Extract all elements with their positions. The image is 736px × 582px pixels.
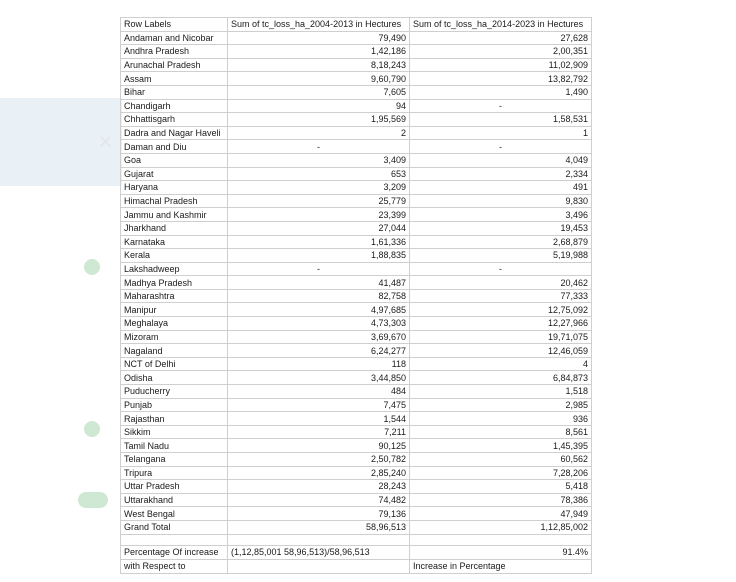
cell-loss-2014-2023[interactable]: 9,830 <box>410 194 592 208</box>
cell-loss-2014-2023[interactable]: 20,462 <box>410 276 592 290</box>
table-row <box>121 439 592 453</box>
table-row <box>121 181 592 195</box>
footer-percent[interactable]: 91.4% <box>410 545 592 559</box>
cell-loss-2014-2023[interactable]: 936 <box>410 412 592 426</box>
cell-state[interactable]: Gujarat <box>121 167 228 181</box>
cell-loss-2004-2013[interactable]: 3,69,670 <box>228 330 410 344</box>
cell-loss-2014-2023[interactable]: 19,71,075 <box>410 330 592 344</box>
cell-loss-2014-2023[interactable]: - <box>410 99 592 113</box>
table-row <box>121 507 592 521</box>
cell-state[interactable]: Karnataka <box>121 235 228 249</box>
cell-state[interactable]: Haryana <box>121 181 228 195</box>
cell-loss-2004-2013[interactable]: 7,211 <box>228 425 410 439</box>
cell-loss-2014-2023[interactable]: 2,68,879 <box>410 235 592 249</box>
cell-state[interactable]: Daman and Diu <box>121 140 228 154</box>
cell-loss-2004-2013[interactable]: 82,758 <box>228 289 410 303</box>
cell-loss-2004-2013[interactable]: 90,125 <box>228 439 410 453</box>
table-row <box>121 208 592 222</box>
cell-state[interactable]: Telangana <box>121 453 228 467</box>
cell-state[interactable]: Bihar <box>121 85 228 99</box>
cell-loss-2014-2023[interactable]: 4,049 <box>410 153 592 167</box>
table-row <box>121 58 592 72</box>
footer-label-line2[interactable]: with Respect to <box>121 559 228 573</box>
cell-loss-2014-2023[interactable]: 1,45,395 <box>410 439 592 453</box>
cell-state[interactable]: Dadra and Nagar Haveli <box>121 126 228 140</box>
cell-loss-2004-2013[interactable]: 4,97,685 <box>228 303 410 317</box>
cell-state[interactable]: Jharkhand <box>121 221 228 235</box>
cell-loss-2014-2023[interactable]: 8,561 <box>410 425 592 439</box>
cell-loss-2004-2013[interactable]: 2,85,240 <box>228 466 410 480</box>
cell-loss-2014-2023[interactable]: 60,562 <box>410 453 592 467</box>
cell-loss-2014-2023[interactable]: 12,27,966 <box>410 317 592 331</box>
cell-loss-2014-2023[interactable]: 1,490 <box>410 85 592 99</box>
table-row <box>121 371 592 385</box>
cell-loss-2014-2023[interactable]: 12,46,059 <box>410 344 592 358</box>
cell-loss-2014-2023[interactable]: 2,00,351 <box>410 45 592 59</box>
cell-state[interactable]: Andhra Pradesh <box>121 45 228 59</box>
cell-state[interactable]: Meghalaya <box>121 317 228 331</box>
cell-state[interactable]: Maharashtra <box>121 289 228 303</box>
cell-loss-2014-2023[interactable]: 2,334 <box>410 167 592 181</box>
cell-loss-2004-2013[interactable]: 58,96,513 <box>228 520 410 534</box>
cell-loss-2014-2023[interactable]: 6,84,873 <box>410 371 592 385</box>
cell-loss-2014-2023[interactable]: 2,985 <box>410 398 592 412</box>
background-badge <box>84 259 100 275</box>
spacer-row <box>121 534 592 545</box>
cell-state[interactable]: Andaman and Nicobar <box>121 31 228 45</box>
footer-row-1 <box>121 545 592 559</box>
cell-loss-2014-2023[interactable]: 77,333 <box>410 289 592 303</box>
background-badge <box>84 421 100 437</box>
table-row <box>121 453 592 467</box>
cell-loss-2004-2013[interactable]: 1,61,336 <box>228 235 410 249</box>
cell-state[interactable]: Arunachal Pradesh <box>121 58 228 72</box>
cell-state[interactable]: Assam <box>121 72 228 86</box>
cell-state[interactable]: Lakshadweep <box>121 262 228 276</box>
cell-loss-2014-2023[interactable]: 11,02,909 <box>410 58 592 72</box>
cell-loss-2014-2023[interactable]: 47,949 <box>410 507 592 521</box>
table-row <box>121 493 592 507</box>
cell-state[interactable]: Rajasthan <box>121 412 228 426</box>
table-row <box>121 425 592 439</box>
cell-loss-2014-2023[interactable]: 1,58,531 <box>410 113 592 127</box>
cell-loss-2014-2023[interactable]: 5,418 <box>410 480 592 494</box>
cell-loss-2004-2013[interactable]: 3,409 <box>228 153 410 167</box>
cell-state[interactable]: Jammu and Kashmir <box>121 208 228 222</box>
cell-loss-2014-2023[interactable]: 19,453 <box>410 221 592 235</box>
table-row <box>121 412 592 426</box>
table-row <box>121 344 592 358</box>
table-row <box>121 262 592 276</box>
cell-loss-2004-2013[interactable]: 79,136 <box>228 507 410 521</box>
cell-loss-2004-2013[interactable]: 74,482 <box>228 493 410 507</box>
cell-state[interactable]: Kerala <box>121 249 228 263</box>
table-row <box>121 45 592 59</box>
cell-loss-2004-2013[interactable]: 1,544 <box>228 412 410 426</box>
cell-state[interactable]: Grand Total <box>121 520 228 534</box>
table-row <box>121 31 592 45</box>
cell-loss-2004-2013[interactable]: 6,24,277 <box>228 344 410 358</box>
cell-state[interactable]: West Bengal <box>121 507 228 521</box>
spreadsheet <box>120 17 591 574</box>
cell-loss-2014-2023[interactable]: 491 <box>410 181 592 195</box>
cell-loss-2014-2023[interactable]: - <box>410 262 592 276</box>
table-row <box>121 249 592 263</box>
cell-state[interactable]: Madhya Pradesh <box>121 276 228 290</box>
cell-loss-2004-2013[interactable]: 1,42,186 <box>228 45 410 59</box>
table-row <box>121 480 592 494</box>
cell-loss-2004-2013[interactable]: - <box>228 262 410 276</box>
cell-loss-2014-2023[interactable]: 78,386 <box>410 493 592 507</box>
cell-state[interactable]: Goa <box>121 153 228 167</box>
cell-state[interactable]: Puducherry <box>121 385 228 399</box>
header-loss-2004-2013[interactable]: Sum of tc_loss_ha_2004-2013 in Hectures <box>228 18 410 32</box>
footer-empty-cell[interactable] <box>228 559 410 573</box>
cell-loss-2014-2023[interactable]: 3,496 <box>410 208 592 222</box>
header-row-labels[interactable]: Row Labels <box>121 18 228 32</box>
cell-loss-2004-2013[interactable]: 94 <box>228 99 410 113</box>
cell-loss-2004-2013[interactable]: 7,475 <box>228 398 410 412</box>
cell-state[interactable]: Manipur <box>121 303 228 317</box>
cell-state[interactable]: Chhattisgarh <box>121 113 228 127</box>
cell-loss-2014-2023[interactable]: 1,12,85,002 <box>410 520 592 534</box>
cell-loss-2004-2013[interactable]: 7,605 <box>228 85 410 99</box>
cell-loss-2004-2013[interactable]: 2 <box>228 126 410 140</box>
cell-loss-2014-2023[interactable]: 5,19,988 <box>410 249 592 263</box>
table-row <box>121 153 592 167</box>
background-close-icon: ✕ <box>98 132 114 152</box>
cell-loss-2004-2013[interactable]: 2,50,782 <box>228 453 410 467</box>
table-row <box>121 276 592 290</box>
cell-state[interactable]: Sikkim <box>121 425 228 439</box>
table-row <box>121 85 592 99</box>
table-row <box>121 235 592 249</box>
cell-loss-2014-2023[interactable]: 4 <box>410 357 592 371</box>
footer-row-2 <box>121 559 592 573</box>
background-badge <box>78 492 108 508</box>
cell-state[interactable]: Chandigarh <box>121 99 228 113</box>
cell-loss-2004-2013[interactable]: 23,399 <box>228 208 410 222</box>
table-row <box>121 303 592 317</box>
pivot-table <box>120 17 592 574</box>
cell-loss-2004-2013[interactable]: 4,73,303 <box>228 317 410 331</box>
cell-state[interactable]: Uttarakhand <box>121 493 228 507</box>
table-row <box>121 466 592 480</box>
cell-loss-2014-2023[interactable]: 1,518 <box>410 385 592 399</box>
table-row <box>121 140 592 154</box>
table-row <box>121 221 592 235</box>
table-row <box>121 398 592 412</box>
cell-loss-2004-2013[interactable]: 1,88,835 <box>228 249 410 263</box>
cell-loss-2004-2013[interactable]: 9,60,790 <box>228 72 410 86</box>
table-row <box>121 385 592 399</box>
cell-loss-2014-2023[interactable]: - <box>410 140 592 154</box>
table-row <box>121 113 592 127</box>
header-loss-2014-2023[interactable]: Sum of tc_loss_ha_2014-2023 in Hectures <box>410 18 592 32</box>
cell-loss-2004-2013[interactable]: 3,44,850 <box>228 371 410 385</box>
background-app <box>0 0 122 582</box>
cell-state[interactable]: Tripura <box>121 466 228 480</box>
cell-loss-2004-2013[interactable]: 28,243 <box>228 480 410 494</box>
cell-state[interactable]: Odisha <box>121 371 228 385</box>
table-row <box>121 99 592 113</box>
table-row <box>121 194 592 208</box>
cell-state[interactable]: Mizoram <box>121 330 228 344</box>
cell-state[interactable]: Uttar Pradesh <box>121 480 228 494</box>
table-row <box>121 167 592 181</box>
table-row <box>121 317 592 331</box>
cell-loss-2014-2023[interactable]: 1 <box>410 126 592 140</box>
cell-state[interactable]: Nagaland <box>121 344 228 358</box>
cell-loss-2004-2013[interactable]: - <box>228 140 410 154</box>
footer-label-line1[interactable]: Percentage Of increase <box>121 545 228 559</box>
cell-loss-2004-2013[interactable]: 25,779 <box>228 194 410 208</box>
cell-state[interactable]: Himachal Pradesh <box>121 194 228 208</box>
footer-note[interactable]: Increase in Percentage <box>410 559 592 573</box>
cell-loss-2004-2013[interactable]: 653 <box>228 167 410 181</box>
table-row <box>121 357 592 371</box>
table-row <box>121 72 592 86</box>
cell-loss-2004-2013[interactable]: 8,18,243 <box>228 58 410 72</box>
cell-loss-2004-2013[interactable]: 3,209 <box>228 181 410 195</box>
cell-loss-2004-2013[interactable]: 118 <box>228 357 410 371</box>
cell-loss-2004-2013[interactable]: 484 <box>228 385 410 399</box>
cell-loss-2004-2013[interactable]: 41,487 <box>228 276 410 290</box>
table-row <box>121 126 592 140</box>
footer-formula[interactable]: (1,12,85,001 58,96,513)/58,96,513 <box>228 545 410 559</box>
table-row <box>121 330 592 344</box>
header-row <box>121 18 592 32</box>
cell-loss-2014-2023[interactable]: 12,75,092 <box>410 303 592 317</box>
table-row <box>121 289 592 303</box>
cell-loss-2004-2013[interactable]: 27,044 <box>228 221 410 235</box>
cell-state[interactable]: Tamil Nadu <box>121 439 228 453</box>
cell-loss-2014-2023[interactable]: 13,82,792 <box>410 72 592 86</box>
cell-loss-2014-2023[interactable]: 7,28,206 <box>410 466 592 480</box>
cell-state[interactable]: NCT of Delhi <box>121 357 228 371</box>
cell-loss-2004-2013[interactable]: 79,490 <box>228 31 410 45</box>
table-row <box>121 520 592 534</box>
cell-loss-2004-2013[interactable]: 1,95,569 <box>228 113 410 127</box>
cell-state[interactable]: Punjab <box>121 398 228 412</box>
cell-loss-2014-2023[interactable]: 27,628 <box>410 31 592 45</box>
